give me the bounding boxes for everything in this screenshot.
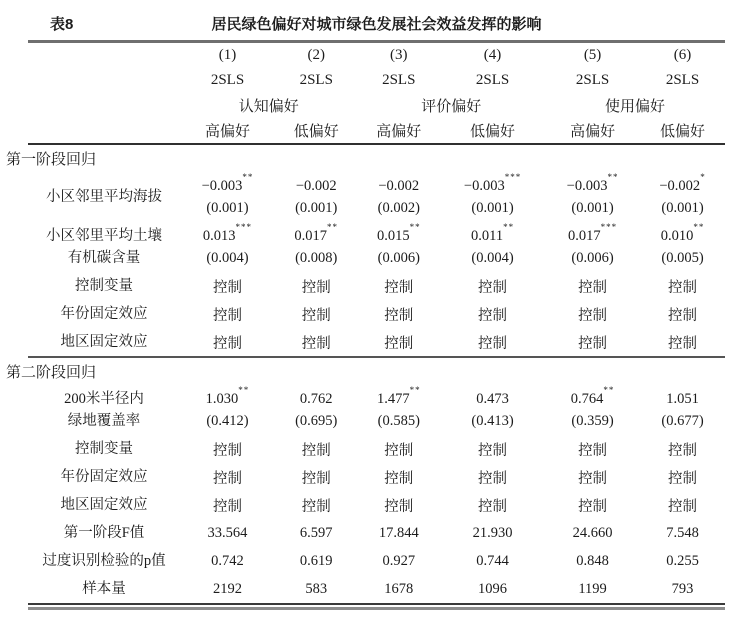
value-cell: 24.660 [572, 524, 613, 541]
value-cell: 33.564 [207, 524, 248, 541]
table-row [28, 172, 725, 222]
standard-error: (0.001) [206, 200, 249, 216]
row-label-line: 第一阶段F值 [63, 525, 145, 541]
coefficient-cell [358, 172, 441, 222]
value-cell: 控制 [578, 498, 608, 515]
value-cell: 控制 [301, 335, 331, 352]
standard-error: (0.006) [377, 250, 420, 266]
coefficient-value: 1.477** [376, 385, 421, 407]
standard-error: (0.001) [295, 200, 338, 216]
standard-error: (0.695) [295, 413, 338, 429]
column-number-cell: (2) [307, 47, 325, 63]
coefficient-cell [440, 222, 545, 272]
coefficient-value: −0.003*** [463, 172, 522, 194]
coefficient-cell [180, 385, 275, 435]
value-cell: 控制 [478, 335, 508, 352]
significance-stars: ** [238, 385, 250, 396]
coefficient-cell [640, 385, 725, 435]
row-label-line: 样本量 [82, 581, 126, 597]
table-row [28, 300, 725, 328]
value-cell: 0.742 [211, 552, 244, 569]
standard-error: (0.004) [206, 250, 249, 266]
subheader-cell: 高偏好 [358, 118, 441, 144]
significance-stars: *** [235, 222, 253, 233]
value-cell: 控制 [212, 442, 242, 459]
row-label-line: 年份固定效应 [60, 469, 148, 485]
value-cell: 0.927 [382, 552, 416, 569]
label-column-spacer [28, 93, 180, 118]
value-cell: 控制 [578, 335, 608, 352]
coefficient-value: −0.002 [295, 178, 337, 194]
label-column-spacer [28, 42, 180, 69]
value-cell: 7.548 [666, 524, 699, 541]
coefficient-cell [358, 222, 441, 272]
column-number-cell: (3) [390, 47, 408, 63]
section-label: 第二阶段回归 [28, 357, 725, 385]
value-cell: 控制 [668, 498, 698, 515]
table-row [28, 547, 725, 575]
group-header-cell: 使用偏好 [605, 99, 666, 115]
standard-error: (0.585) [377, 413, 420, 429]
method-cell: 2SLS [382, 72, 416, 88]
coefficient-value: −0.003** [201, 172, 254, 194]
standard-error: (0.359) [571, 413, 614, 429]
section-label: 第一阶段回归 [6, 152, 97, 168]
coefficient-cell [440, 385, 545, 435]
coefficient-value: 0.010** [660, 222, 705, 244]
method-cell: 2SLS [299, 72, 333, 88]
row-label [28, 172, 180, 222]
standard-error: (0.677) [661, 413, 704, 429]
value-cell: 583 [305, 580, 328, 597]
coefficient-cell [545, 222, 640, 272]
value-cell: 控制 [301, 279, 331, 296]
row-label-line: 控制变量 [75, 441, 133, 457]
header-row-subgroups [28, 118, 725, 144]
standard-error: (0.004) [471, 250, 514, 266]
row-label [28, 328, 180, 357]
value-cell: 控制 [212, 498, 242, 515]
row-label-line: 小区邻里平均土壤 [46, 228, 162, 244]
row-label [28, 519, 180, 547]
coefficient-value: 0.011** [471, 222, 515, 244]
method-cell: 2SLS [210, 72, 245, 88]
value-cell: 21.930 [472, 524, 513, 541]
coefficient-value: 0.473 [476, 391, 509, 407]
value-cell: 控制 [301, 498, 331, 515]
value-cell: 控制 [478, 470, 508, 487]
significance-stars: ** [503, 222, 515, 233]
table-row [28, 385, 725, 435]
standard-error: (0.001) [471, 200, 514, 216]
coefficient-cell [640, 172, 725, 222]
coefficient-value: 0.017** [294, 222, 339, 244]
value-cell: 控制 [668, 442, 698, 459]
subheader-cell: 高偏好 [545, 118, 640, 144]
row-label-line: 年份固定效应 [60, 306, 148, 322]
significance-stars: *** [600, 222, 618, 233]
label-column-spacer [28, 68, 180, 93]
coefficient-value: 0.015** [376, 222, 421, 244]
value-cell: 控制 [578, 470, 608, 487]
value-cell: 控制 [301, 470, 331, 487]
value-cell: 控制 [384, 279, 414, 296]
significance-stars: *** [504, 172, 522, 183]
column-number-cell: (6) [673, 47, 692, 63]
value-cell: 6.597 [299, 524, 333, 541]
value-cell: 控制 [478, 307, 508, 324]
row-label-line: 过度识别检验的p值 [42, 553, 166, 569]
coefficient-cell [440, 172, 545, 222]
subheader-cell: 低偏好 [275, 118, 358, 144]
row-label [28, 463, 180, 491]
significance-stars: ** [242, 172, 254, 183]
value-cell: 控制 [668, 279, 698, 296]
row-label [28, 435, 180, 463]
table-row [28, 222, 725, 272]
coefficient-value: −0.002 [378, 178, 420, 194]
table-row [28, 519, 725, 547]
value-cell: 17.844 [378, 524, 419, 541]
value-cell: 控制 [212, 307, 242, 324]
row-label [28, 300, 180, 328]
subheader-cell: 高偏好 [180, 118, 275, 144]
standard-error: (0.008) [295, 250, 338, 266]
value-cell: 793 [671, 580, 694, 597]
table-row [28, 272, 725, 300]
value-cell: 2192 [212, 580, 242, 597]
coefficient-value: 0.762 [299, 391, 333, 407]
coefficient-cell [275, 172, 358, 222]
table-row [28, 435, 725, 463]
method-cell: 2SLS [665, 72, 700, 88]
value-cell: 控制 [301, 442, 331, 459]
value-cell: 控制 [384, 498, 414, 515]
row-label [28, 491, 180, 519]
column-number-cell: (5) [583, 47, 602, 63]
coefficient-cell [640, 222, 725, 272]
row-label [28, 272, 180, 300]
value-cell: 控制 [578, 442, 608, 459]
table-row [28, 328, 725, 357]
header-row-numbers [28, 42, 725, 69]
coefficient-cell [545, 172, 640, 222]
section-header-row [28, 144, 725, 172]
significance-stars: ** [327, 222, 339, 233]
table-caption [28, 10, 725, 40]
table-body [6, 144, 725, 603]
row-label-line: 控制变量 [75, 278, 133, 294]
value-cell: 控制 [668, 470, 698, 487]
coefficient-value: 1.051 [666, 391, 699, 407]
value-cell: 控制 [578, 307, 608, 324]
value-cell: 0.255 [666, 552, 699, 569]
coefficient-value: 0.017*** [568, 222, 618, 244]
significance-stars: ** [409, 222, 421, 233]
table-row [28, 463, 725, 491]
coefficient-value: −0.003** [566, 172, 619, 194]
column-number-cell: (1) [218, 47, 237, 63]
coefficient-cell [180, 222, 275, 272]
subheader-cell: 低偏好 [640, 118, 725, 144]
value-cell: 控制 [668, 335, 698, 352]
coefficient-cell [180, 172, 275, 222]
subheader-cell: 低偏好 [440, 118, 545, 144]
bottom-rule [28, 603, 725, 610]
value-cell: 控制 [212, 279, 242, 296]
standard-error: (0.006) [571, 250, 614, 266]
value-cell: 控制 [578, 279, 608, 296]
group-header-cell: 评价偏好 [421, 99, 482, 115]
value-cell: 0.619 [299, 552, 333, 569]
significance-stars: ** [693, 222, 705, 233]
coefficient-cell [545, 385, 640, 435]
header-row-groups [28, 93, 725, 118]
significance-stars: ** [603, 385, 615, 396]
value-cell: 1678 [384, 580, 414, 597]
standard-error: (0.413) [471, 413, 514, 429]
method-cell: 2SLS [575, 72, 610, 88]
value-cell: 控制 [212, 335, 242, 352]
significance-stars: * [700, 172, 706, 183]
coefficient-value: 1.030** [205, 385, 250, 407]
coefficient-value: −0.002* [659, 172, 706, 194]
value-cell: 0.848 [576, 552, 609, 569]
value-cell: 控制 [384, 470, 414, 487]
coefficient-cell [275, 222, 358, 272]
label-column-spacer [28, 118, 180, 144]
standard-error: (0.002) [377, 200, 420, 216]
value-cell: 控制 [478, 279, 508, 296]
coefficient-cell [275, 385, 358, 435]
value-cell: 控制 [384, 442, 414, 459]
value-cell: 控制 [478, 498, 508, 515]
standard-error: (0.412) [206, 413, 249, 429]
coefficient-value: 0.764** [570, 385, 615, 407]
standard-error: (0.005) [661, 250, 704, 266]
significance-stars: ** [409, 385, 421, 396]
row-label-line: 地区固定效应 [60, 334, 148, 350]
row-label [28, 547, 180, 575]
table-header [28, 42, 725, 145]
row-label [28, 575, 180, 603]
value-cell: 0.744 [476, 552, 509, 569]
value-cell: 控制 [301, 307, 331, 324]
value-cell: 1199 [578, 580, 607, 597]
table-row [28, 491, 725, 519]
row-label-line: 小区邻里平均海拔 [46, 189, 162, 205]
results-table [6, 40, 725, 603]
header-row-methods [28, 68, 725, 93]
value-cell: 控制 [478, 442, 508, 459]
value-cell: 控制 [212, 470, 242, 487]
column-number-cell: (4) [483, 47, 502, 63]
section-header-row [28, 357, 725, 385]
value-cell: 控制 [384, 307, 414, 324]
value-cell: 控制 [668, 307, 698, 324]
coefficient-value: 0.013*** [202, 222, 253, 244]
standard-error: (0.001) [571, 200, 614, 216]
coefficient-cell [358, 385, 441, 435]
group-header-cell: 认知偏好 [238, 99, 299, 115]
method-cell: 2SLS [475, 72, 510, 88]
row-label-line: 地区固定效应 [60, 497, 148, 513]
value-cell: 控制 [384, 335, 414, 352]
row-label-line: 有机碳含量 [67, 250, 141, 266]
table-title: 居民绿色偏好对城市绿色发展社会效益发挥的影响 [211, 16, 542, 33]
row-label [28, 385, 180, 435]
value-cell: 1096 [478, 580, 508, 597]
table-row [28, 575, 725, 603]
row-label-line: 绿地覆盖率 [67, 413, 141, 429]
row-label [28, 222, 180, 272]
significance-stars: ** [607, 172, 619, 183]
standard-error: (0.001) [661, 200, 704, 216]
table-number: 表8 [50, 16, 74, 33]
row-label-line: 200米半径内 [64, 391, 144, 407]
